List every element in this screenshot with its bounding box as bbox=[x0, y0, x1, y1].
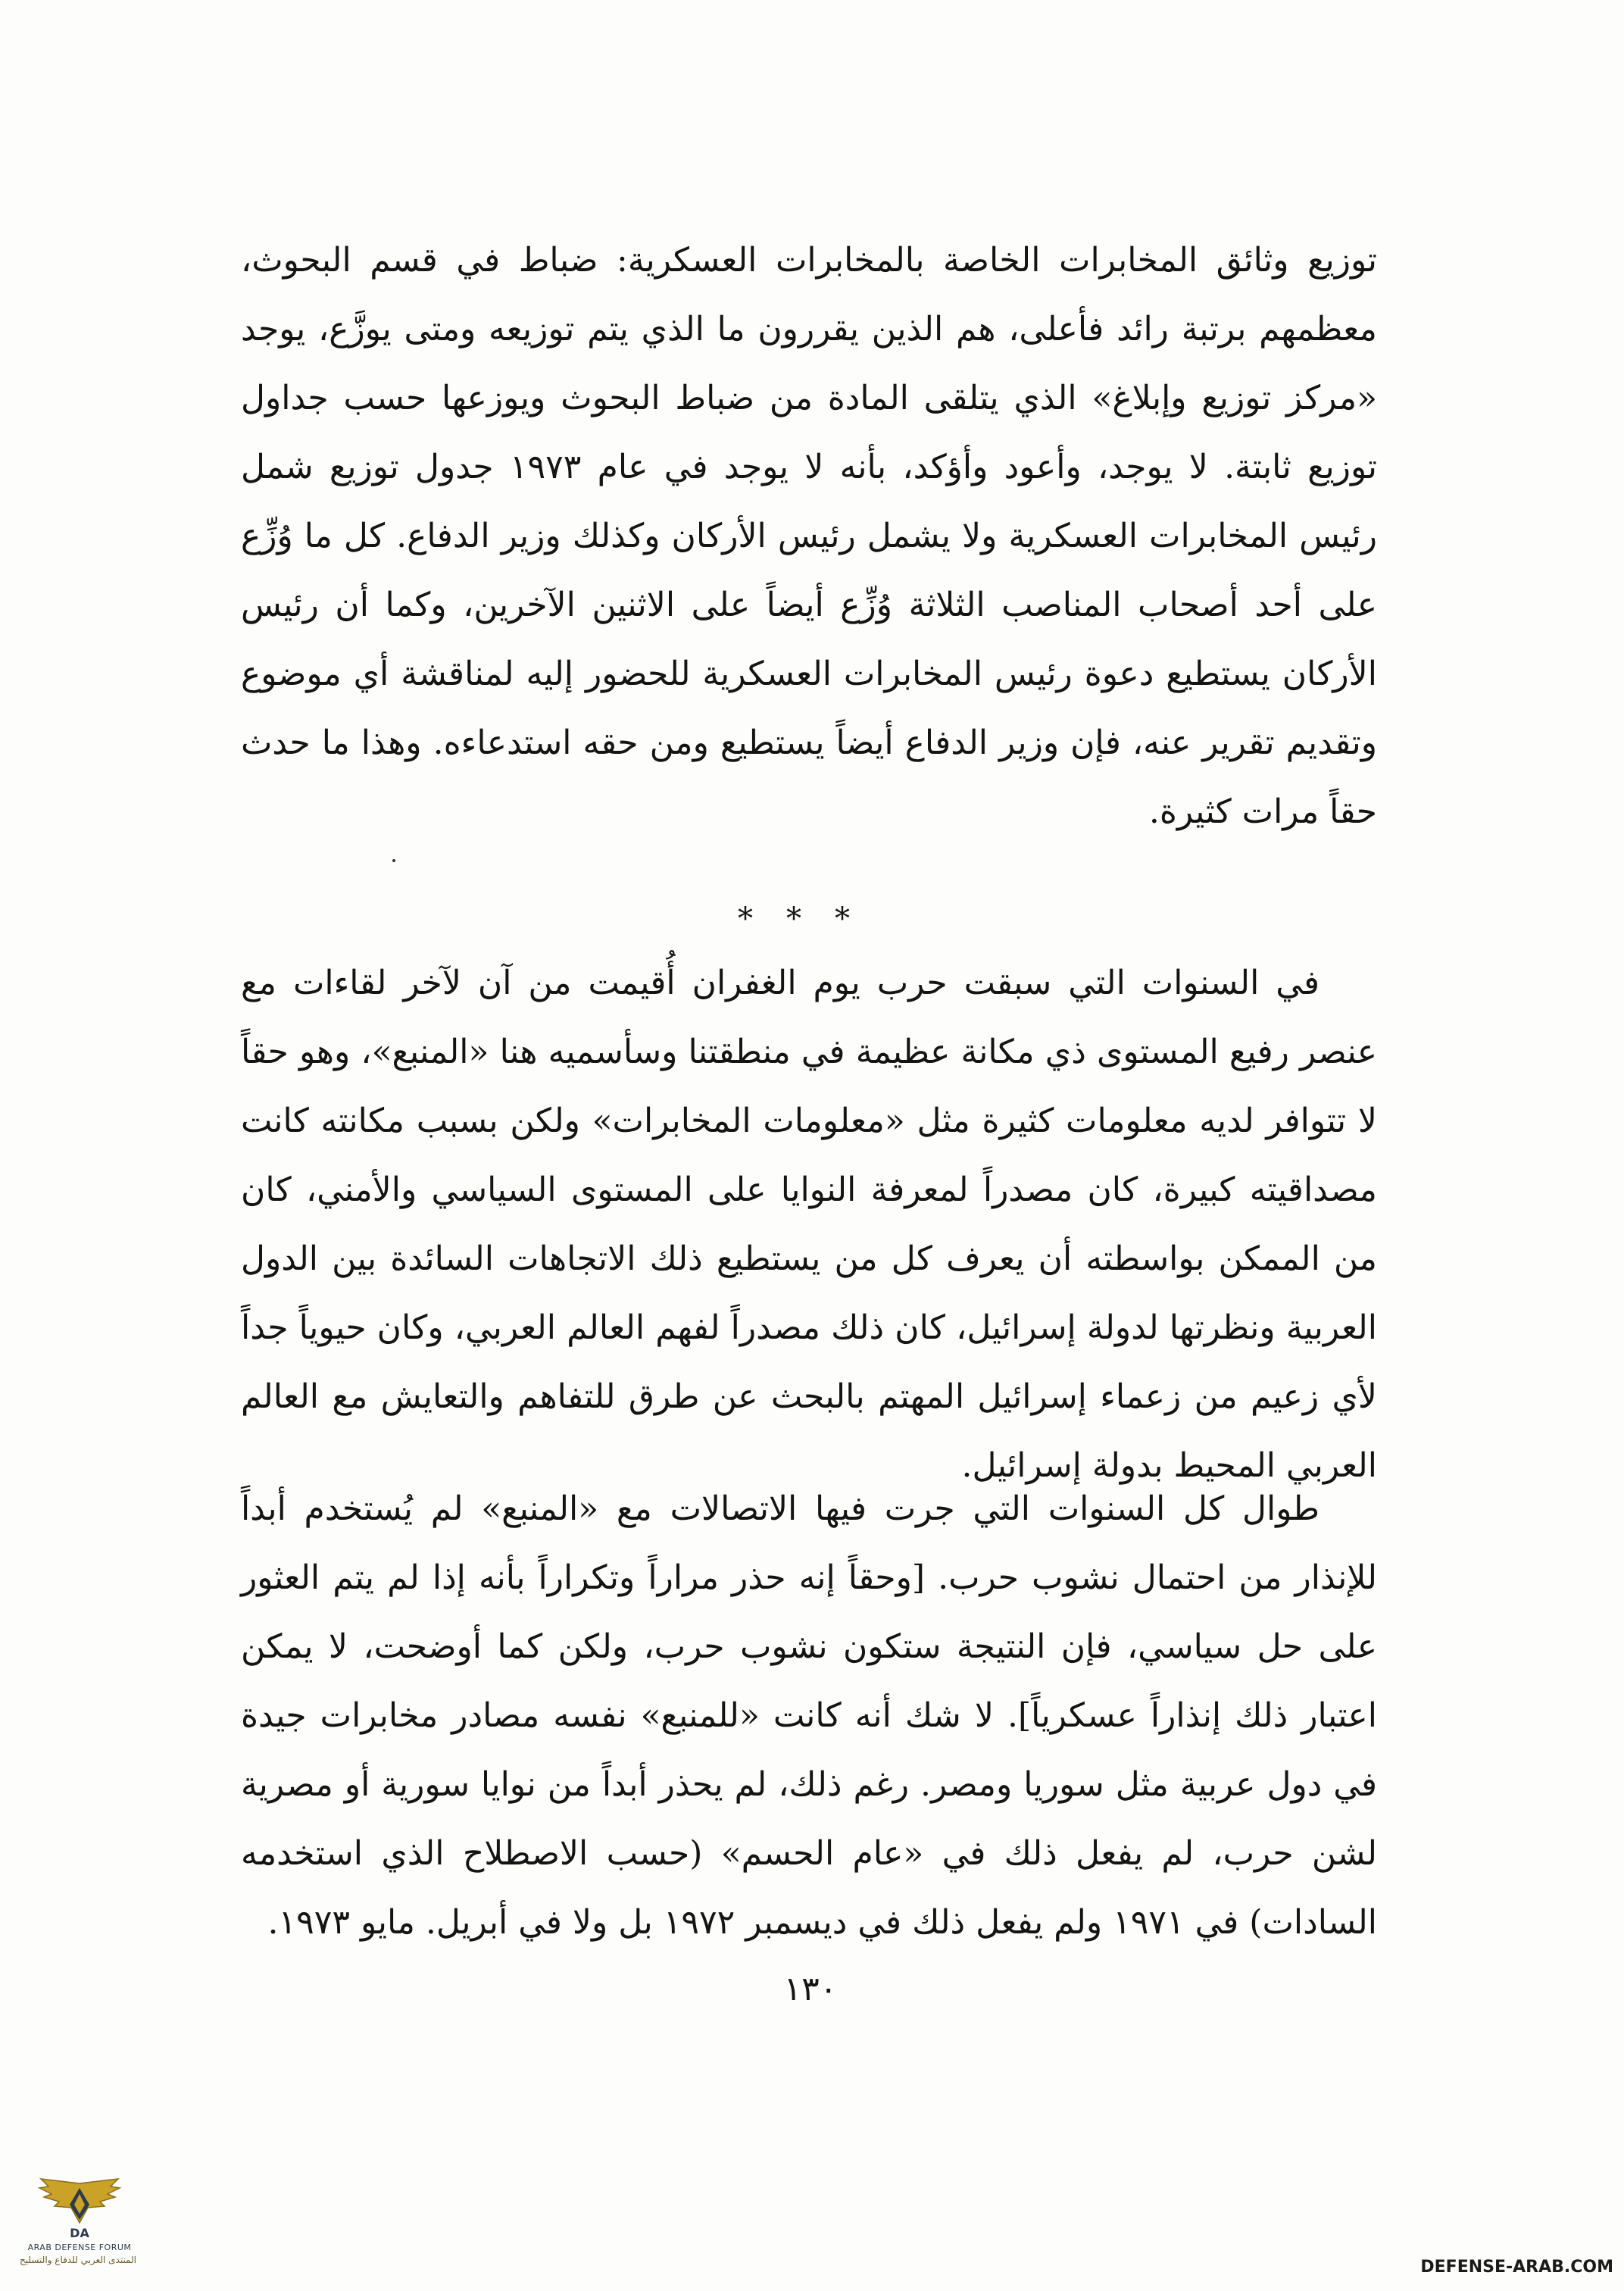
logo-abbreviation: DA bbox=[70, 2226, 89, 2240]
page-number: ١٣٠ bbox=[783, 1970, 838, 2008]
paragraph-text: توزيع وثائق المخابرات الخاصة بالمخابرات العسكرية: ضباط في قسم البحوث، معظمهم برتبة رائد فأعلى، هم الذين يقررون ما الذي يتم توزيعه ومتى يوزَّع، يوجد «مركز توزيع وإبلاغ» الذي يتلقى المادة من ضباط البحوث ويوزعها حسب جداول توزيع ثابتة. لا يوجد، وأعود وأؤكد، بأنه لا يوجد في عام ١٩٧٣ جدول توزيع شمل رئيس المخابرات العسكرية ولا يشمل رئيس الأركان وكذلك وزير الدفاع. كل ما وُزِّع على أحد أصحاب المناصب الثلاثة وُزِّع أيضاً على الاثنين الآخرين، وكما أن رئيس الأركان يستطيع دعوة رئيس المخابرات العسكرية للحضور إليه لمناقشة أي موضوع وتقديم تقرير عنه، فإن وزير الدفاع أيضاً يستطيع ومن حقه استدعاءه. وهذا ما حدث حقاً مرات كثيرة. bbox=[241, 241, 1377, 831]
paragraph-warnings bbox=[241, 1474, 1377, 1957]
logo-arabic-name: المنتدى العربي للدفاع والتسليح bbox=[20, 2255, 136, 2265]
paragraph-text: في السنوات التي سبقت حرب يوم الغفران أُقيمت من آن لآخر لقاءات مع عنصر رفيع المستوى ذي مكانة عظيمة في منطقتنا وسأسميه هنا «المنبع»، وهو حقاً لا تتوافر لديه معلومات كثيرة مثل «معلومات المخابرات» ولكن بسبب مكانته كانت مصداقيته كبيرة، كان مصدراً لمعرفة النوايا على المستوى السياسي والأمني، كان من الممكن بواسطته أن يعرف كل من يستطيع ذلك الاتجاهات السائدة بين الدول العربية ونظرتها لدولة إسرائيل، كان ذلك مصدراً لفهم العالم العربي، وكان حيوياً جداً لأي زعيم من زعماء إسرائيل المهتم بالبحث عن طرق للتفاهم والتعايش مع العالم العربي المحيط بدولة إسرائيل. bbox=[241, 964, 1377, 1485]
watermark-site-url: DEFENSE-ARAB.COM bbox=[1420, 2258, 1613, 2277]
section-separator: *** bbox=[738, 902, 883, 936]
stray-ink-dot bbox=[392, 859, 395, 862]
eagle-wings-icon bbox=[36, 2176, 123, 2226]
paragraph-text: طوال كل السنوات التي جرت فيها الاتصالات مع «المنبع» لم يُستخدم أبداً للإنذار من احتمال نشوب حرب. [وحقاً إنه حذر مراراً وتكراراً بأنه إذا لم يتم العثور على حل سياسي، فإن النتيجة ستكون نشوب حرب، ولكن كما أوضحت، لا يمكن اعتبار ذلك إنذاراً عسكرياً]. لا شك أنه كانت «للمنبع» نفسه مصادر مخابرات جيدة في دول عربية مثل سوريا ومصر. رغم ذلك، لم يحذر أبداً من نوايا سورية أو مصرية لشن حرب، لم يفعل ذلك في «عام الحسم» (حسب الاصطلاح الذي استخدمه السادات) في ١٩٧١ ولم يفعل ذلك في ديسمبر ١٩٧٢ بل ولا في أبريل. مايو ١٩٧٣. bbox=[241, 1489, 1377, 1942]
paragraph-source bbox=[241, 949, 1377, 1500]
logo-forum-name: ARAB DEFENSE FORUM bbox=[27, 2243, 132, 2252]
paragraph-distribution bbox=[241, 226, 1377, 846]
watermark-logo bbox=[20, 2176, 136, 2282]
